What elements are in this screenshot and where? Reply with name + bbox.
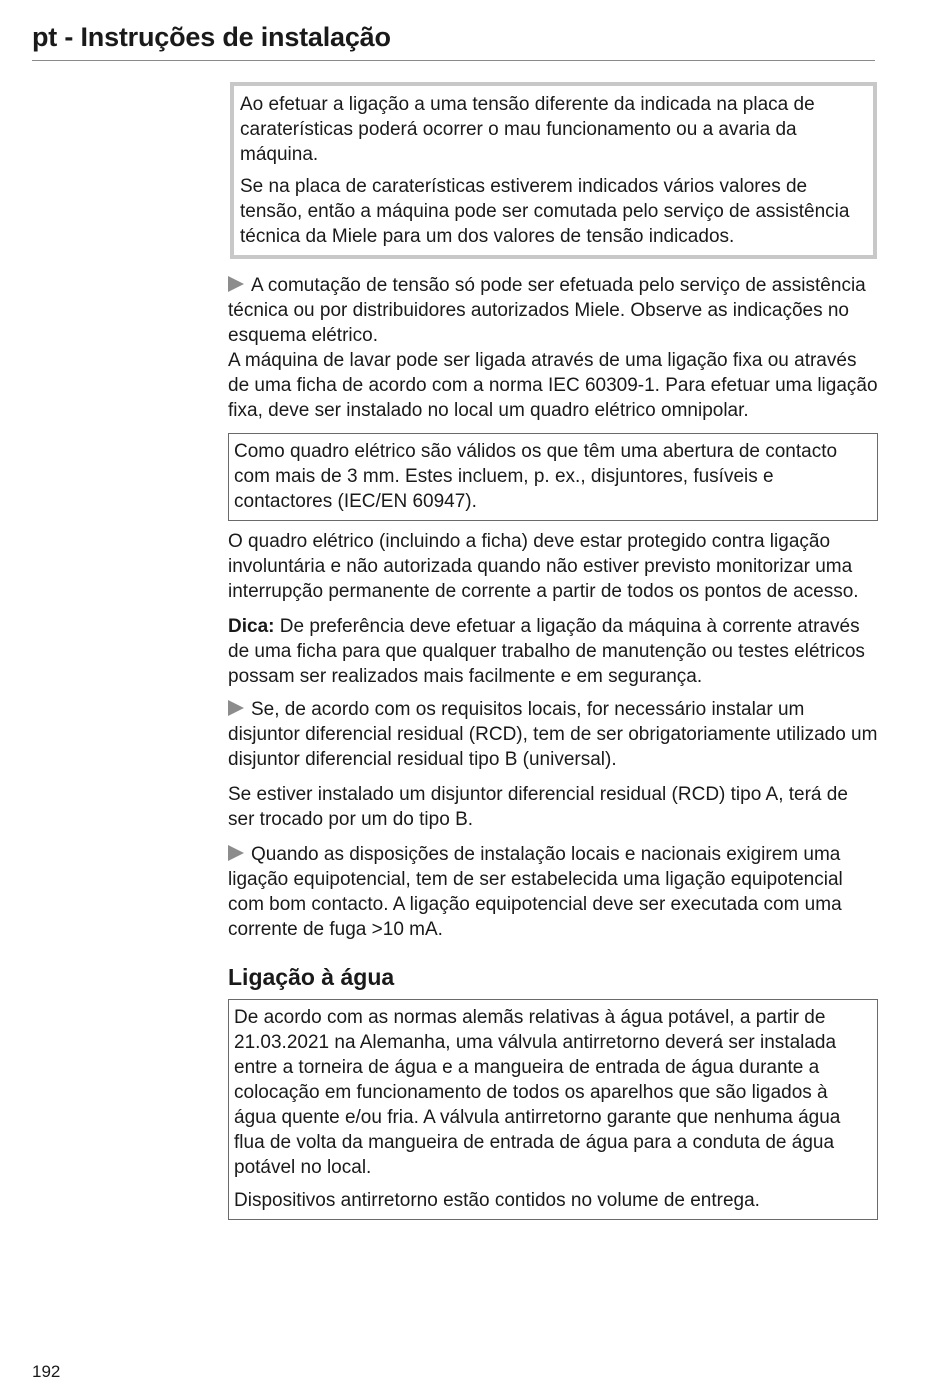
instruction-voltage [228, 273, 878, 348]
title-divider [32, 60, 875, 61]
warning-box [230, 82, 877, 259]
instruction-text: A comutação de tensão só pode ser efetuada pelo serviço de assistência técnica ou por distribuidores autorizados Miele. Observe as indicações no esquema elétrico. [228, 275, 866, 346]
instruction-equipotential [228, 842, 878, 942]
tip-text: De preferência deve efetuar a ligação da máquina à corrente através de uma ficha para que qualquer trabalho de manutenção ou testes elétricos possam ser realizados mais facilmente e em segurança. [228, 616, 865, 687]
note-box-switches [228, 433, 878, 521]
note-paragraph: Dispositivos antirretorno estão contidos no volume de entrega. [234, 1190, 760, 1211]
page-number: 192 [32, 1362, 61, 1381]
note-box-water [228, 999, 878, 1220]
warning-paragraph: Se na placa de caraterísticas estiverem indicados vários valores de tensão, então a máquina pode ser comutada pelo serviço de assistência técnica da Miele para um dos valores de tensão indicados. [240, 176, 850, 247]
note-paragraph: De acordo com as normas alemãs relativas à água potável, a partir de 21.03.2021 na Alemanha, uma válvula antirretorno deverá ser instalada entre a torneira de água e a mangueira de entrada de água durante a colocação em funcionamento de todos os aparelhos que são ligados à água quente e/ou fria. A válvula antirretorno garante que nenhuma água flua de volta da mangueira de entrada de água para a conduta de água potável no local. [234, 1007, 841, 1178]
instruction-arrow-icon [228, 700, 244, 716]
note-paragraph: Como quadro elétrico são válidos os que têm uma abertura de contacto com mais de 3 mm. Estes incluem, p. ex., disjuntores, fusíveis e contactores (IEC/EN 60947). [234, 441, 838, 512]
instruction-arrow-icon [228, 845, 244, 861]
paragraph-protection: O quadro elétrico (incluindo a ficha) deve estar protegido contra ligação involuntária e não autorizada quando não estiver previsto monitorizar uma interrupção permanente de corrente a partir de todos os pontos de acesso. [228, 531, 859, 602]
page-title: pt - Instruções de instalação [32, 22, 391, 52]
paragraph-fixed-connection: A máquina de lavar pode ser ligada através de uma ligação fixa ou através de uma ficha de acordo com a norma IEC 60309-1. Para efetuar uma ligação fixa, deve ser instalado no local um quadro elétrico omnipolar. [228, 350, 878, 421]
instruction-arrow-icon [228, 276, 244, 292]
instruction-rcd [228, 697, 878, 772]
tip-paragraph [228, 614, 878, 689]
warning-paragraph: Ao efetuar a ligação a uma tensão diferente da indicada na placa de caraterísticas poderá ocorrer o mau funcionamento ou a avaria da máquina. [240, 94, 815, 165]
paragraph-rcd-type-a: Se estiver instalado um disjuntor diferencial residual (RCD) tipo A, terá de ser trocado por um do tipo B. [228, 784, 848, 830]
section-heading-water: Ligação à água [228, 964, 395, 990]
main-content [228, 82, 878, 1220]
tip-label: Dica: [228, 616, 275, 637]
instruction-text: Se, de acordo com os requisitos locais, for necessário instalar um disjuntor diferencial residual (RCD), tem de ser obrigatoriamente utilizado um disjuntor diferencial residual tipo B (universal). [228, 699, 878, 770]
instruction-text: Quando as disposições de instalação locais e nacionais exigirem uma ligação equipotencial, tem de ser estabelecida uma ligação equipotencial com bom contacto. A ligação equipotencial deve ser executada com uma corrente de fuga >10 mA. [228, 844, 843, 940]
